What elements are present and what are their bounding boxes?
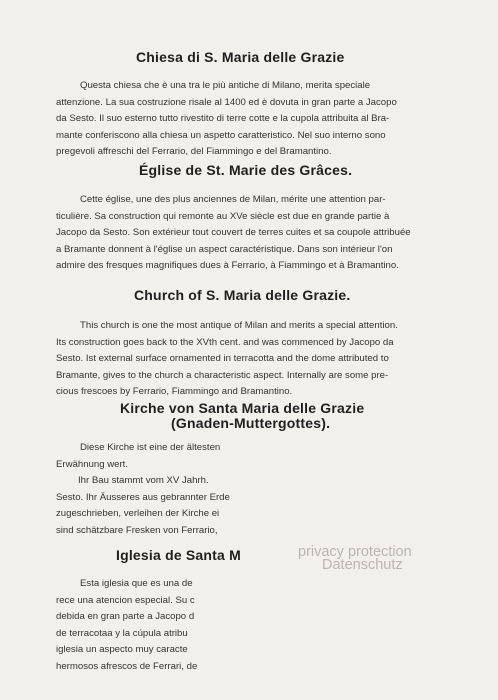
text-line: da Sesto. Il suo esterno tutto rivestito di terre cotte e la cupola attribuita al Bra- <box>56 113 390 125</box>
paragraph-german <box>56 440 246 540</box>
section-title-italian: Chiesa di S. Maria delle Grazie <box>136 49 345 65</box>
text-line: Sesto. Ist external surface ornamented in terracotta and the dome attributed to <box>56 353 389 365</box>
text-line: cious frescoes by Ferrario, Fiammingo and Bramantino. <box>56 386 293 398</box>
text-line: rece una atencion especial. Su c <box>56 594 195 606</box>
section-subtitle-german: (Gnaden-Muttergottes). <box>171 415 331 431</box>
text-line: debida en gran parte a Jacopo d <box>56 611 195 623</box>
section-title-french: Église de St. Marie des Grâces. <box>139 162 353 178</box>
text-line: Diese Kirche ist eine der ältesten <box>80 442 221 453</box>
text-line: Sesto. Ihr Äusseres aus gebrannter Erde <box>56 491 230 503</box>
text-line: Cette église, une des plus anciennes de Milan, mérite une attention par- <box>80 194 386 205</box>
paragraph-english <box>56 318 444 401</box>
paragraph-italian <box>56 78 444 161</box>
text-line: admire des fresques magnifiques dues à Ferrario, à Fiammingo et à Bramantino. <box>56 260 399 272</box>
text-line: Ihr Bau stammt vom XV Jahrh. <box>78 475 209 487</box>
watermark-line-2: Datenschutz <box>322 557 403 573</box>
text-line: de terracotaa y la cúpula atribu <box>56 627 188 639</box>
text-line: This church is one the most antique of Milan and merits a special attention. <box>80 320 398 331</box>
text-line: ticulière. Sa construction qui remonte au XVe siècle est due en grande partie à <box>56 210 390 222</box>
text-line: Esta iglesia que es una de <box>80 578 193 589</box>
paragraph-french <box>56 192 444 275</box>
text-line: Jacopo da Sesto. Son extérieur tout couvert de terres cuites et sa coupole attribuée <box>56 227 411 239</box>
paragraph-spanish <box>56 576 246 676</box>
text-line: a Bramante donnent à l'église un aspect caractéristique. Dans son intérieur l'on <box>56 243 393 255</box>
text-line: Bramante, gives to the church a characteristic aspect. Internally are some pre- <box>56 369 389 381</box>
text-line: hermosos afrescos de Ferrari, de <box>56 660 198 672</box>
text-line: mante conferiscono alla chiesa un aspetto caratteristico. Nel suo interno sono <box>56 129 386 141</box>
text-line: attenzione. La sua costruzione risale al 1400 ed è dovuta in gran parte a Jacopo <box>56 96 397 108</box>
text-line: iglesia un aspecto muy caracte <box>56 644 188 656</box>
text-line: Erwähnung wert. <box>56 458 128 470</box>
watermark-line-1: privacy protection <box>298 544 412 560</box>
section-title-english: Church of S. Maria delle Grazie. <box>134 287 351 303</box>
text-line: pregevoli affreschi del Ferrario, del Fiammingo e del Bramantino. <box>56 146 332 158</box>
section-title-german: Kirche von Santa Maria delle Grazie <box>120 400 365 416</box>
text-line: Questa chiesa che è una tra le più antiche di Milano, merita speciale <box>80 80 371 91</box>
section-title-spanish: Iglesia de Santa M <box>116 547 241 563</box>
text-line: Its construction goes back to the XVth cent. and was commenced by Jacopo da <box>56 336 394 348</box>
text-line: sind schätzbare Fresken von Ferrario, <box>56 524 218 536</box>
text-line: zugeschrieben, verleihen der Kirche ei <box>56 508 220 520</box>
